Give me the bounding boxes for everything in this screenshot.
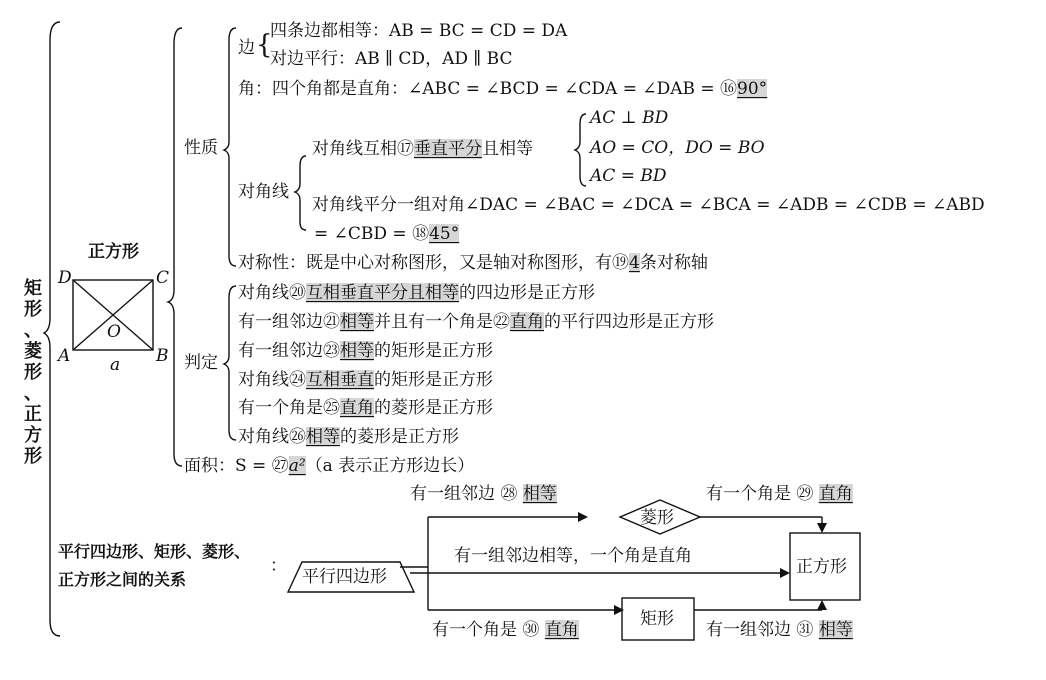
answer-blank: 互相垂直平分且相等 xyxy=(306,283,459,303)
criterion-text: 的四边形是正方形 xyxy=(459,283,595,303)
answer-blank: 相等 xyxy=(522,484,557,504)
side-title-char: 形 xyxy=(24,362,42,383)
vertex-label-d: D xyxy=(58,268,72,288)
side-title-char: 方 xyxy=(24,425,42,446)
symmetry-property xyxy=(238,253,708,273)
criterion xyxy=(238,427,459,447)
blank-number: ㉒ xyxy=(493,312,510,332)
side-item: 对边平行：AB ∥ CD，AD ∥ BC xyxy=(270,49,513,69)
relations-colon: ： xyxy=(270,556,287,576)
answer-blank: 垂直平分 xyxy=(414,139,482,159)
answer-blank: 相等 xyxy=(306,427,340,447)
relations-title-line2: 正方形之间的关系 xyxy=(58,570,187,589)
symmetry-text: 条对称轴 xyxy=(639,253,708,273)
criterion xyxy=(238,283,595,303)
criterion xyxy=(238,370,493,390)
angle-property xyxy=(238,79,767,99)
criterion-text: 的菱形是正方形 xyxy=(374,398,493,418)
relation-top-right xyxy=(706,484,853,504)
blank-number: ㉑ xyxy=(323,312,340,332)
answer-blank: 直角 xyxy=(340,398,374,418)
diagonal-item: AO = CO，DO = BO xyxy=(590,138,765,158)
criterion xyxy=(238,312,714,332)
diagonal-text: = ∠CBD = xyxy=(314,224,413,244)
criterion xyxy=(238,398,493,418)
criterion-text: 的矩形是正方形 xyxy=(374,341,493,361)
criterion-text: 有一组邻边 xyxy=(238,341,323,361)
answer-blank: 90° xyxy=(737,79,768,99)
relation-text: 有一个角是 xyxy=(706,484,797,504)
square-label: 正方形 xyxy=(796,557,847,577)
side-title-char: 矩 xyxy=(24,278,42,299)
parallelogram-label: 平行四边形 xyxy=(302,567,387,587)
criterion-text: 的菱形是正方形 xyxy=(340,427,459,447)
vertex-label-b: B xyxy=(156,346,169,366)
relations-title-line1: 平行四边形、矩形、菱形、 xyxy=(58,542,251,561)
relation-top-left xyxy=(410,484,557,504)
diagonal-text: 对角线互相 xyxy=(312,139,397,159)
area-formula xyxy=(184,456,474,476)
side-title xyxy=(22,278,44,467)
blank-number: ㉓ xyxy=(323,341,340,361)
blank-number: ㉕ xyxy=(323,398,340,418)
side-title-char: 、 xyxy=(24,383,42,404)
area-text: （a 表示正方形边长） xyxy=(305,456,475,476)
blank-number: ㉘ xyxy=(500,484,518,504)
answer-blank: 相等 xyxy=(818,620,853,640)
blank-number: ㉚ xyxy=(522,620,540,640)
side-item: 四条边都相等：AB = BC = CD = DA xyxy=(270,21,568,41)
side-label: 边 xyxy=(238,38,255,58)
answer-blank: 互相垂直 xyxy=(306,370,374,390)
answer-blank: 相等 xyxy=(340,341,374,361)
answer-blank: 45° xyxy=(429,224,460,244)
diagonal-item: AC ⊥ BD xyxy=(590,108,669,128)
criterion-text: 有一组邻边 xyxy=(238,312,323,332)
criterion-text: 的矩形是正方形 xyxy=(374,370,493,390)
diagonal-text: 且相等 xyxy=(482,139,533,159)
blank-number: ⑳ xyxy=(289,283,306,303)
blank-number: ㉔ xyxy=(289,370,306,390)
blank-number: ⑱ xyxy=(412,224,430,244)
criteria-title: 判定 xyxy=(184,353,218,373)
angle-text: 角：四个角都是直角：∠ABC = ∠BCD = ∠CDA = ∠DAB = xyxy=(238,79,721,99)
blank-number: ㉛ xyxy=(796,620,814,640)
area-text: 面积：S = xyxy=(184,456,272,476)
answer-blank: 直角 xyxy=(544,620,579,640)
symmetry-text: 对称性：既是中心对称图形，又是轴对称图形，有 xyxy=(238,253,612,273)
diagonal-property-2: 对角线平分一组对角∠DAC = ∠BAC = ∠DCA = ∠BCA = ∠ADB = ∠CDB = ∠ABD xyxy=(312,195,985,215)
side-title-char: 正 xyxy=(24,404,42,425)
criterion xyxy=(238,341,493,361)
relation-middle: 有一组邻边相等，一个角是直角 xyxy=(454,546,692,566)
blank-number: ⑯ xyxy=(720,79,738,99)
blank-number: ㉙ xyxy=(796,484,814,504)
vertex-label-a: A xyxy=(58,346,71,366)
rhombus-label: 菱形 xyxy=(640,508,674,528)
criterion-text: 对角线 xyxy=(238,370,289,390)
answer-blank: 4 xyxy=(629,253,640,273)
answer-blank: a² xyxy=(288,456,306,476)
side-title-char: 、 xyxy=(24,320,42,341)
diagonal-label: 对角线 xyxy=(238,182,289,202)
side-title-char: 形 xyxy=(24,299,42,320)
blank-number: ⑲ xyxy=(612,253,629,273)
relation-bottom-right xyxy=(706,620,853,640)
answer-blank: 相等 xyxy=(340,312,374,332)
answer-blank: 直角 xyxy=(510,312,544,332)
relation-bottom-left xyxy=(432,620,579,640)
blank-number: ⑰ xyxy=(397,139,414,159)
blank-number: ㉖ xyxy=(289,427,306,447)
criterion-text: 对角线 xyxy=(238,283,289,303)
diagonal-property-2-cont xyxy=(314,224,459,244)
vertex-label-c: C xyxy=(156,268,170,288)
criterion-text: 对角线 xyxy=(238,427,289,447)
blank-number: ㉗ xyxy=(271,456,289,476)
relation-text: 有一组邻边 xyxy=(410,484,501,504)
properties-title: 性质 xyxy=(184,138,218,158)
side-title-char: 菱 xyxy=(24,341,42,362)
relation-text: 有一组邻边 xyxy=(706,620,797,640)
side-brace: { xyxy=(256,30,273,60)
criterion-text: 并且有一个角是 xyxy=(374,312,493,332)
rectangle-label: 矩形 xyxy=(640,609,674,629)
answer-blank: 直角 xyxy=(818,484,853,504)
relation-text: 有一个角是 xyxy=(432,620,523,640)
square-caption: 正方形 xyxy=(88,242,139,262)
criterion-text: 有一个角是 xyxy=(238,398,323,418)
center-label-o: O xyxy=(107,322,121,342)
side-label-a: a xyxy=(110,355,121,375)
side-title-char: 形 xyxy=(24,446,42,467)
diagonal-property-1 xyxy=(312,139,533,159)
diagonal-item: AC = BD xyxy=(590,166,667,186)
criterion-text: 的平行四边形是正方形 xyxy=(544,312,714,332)
